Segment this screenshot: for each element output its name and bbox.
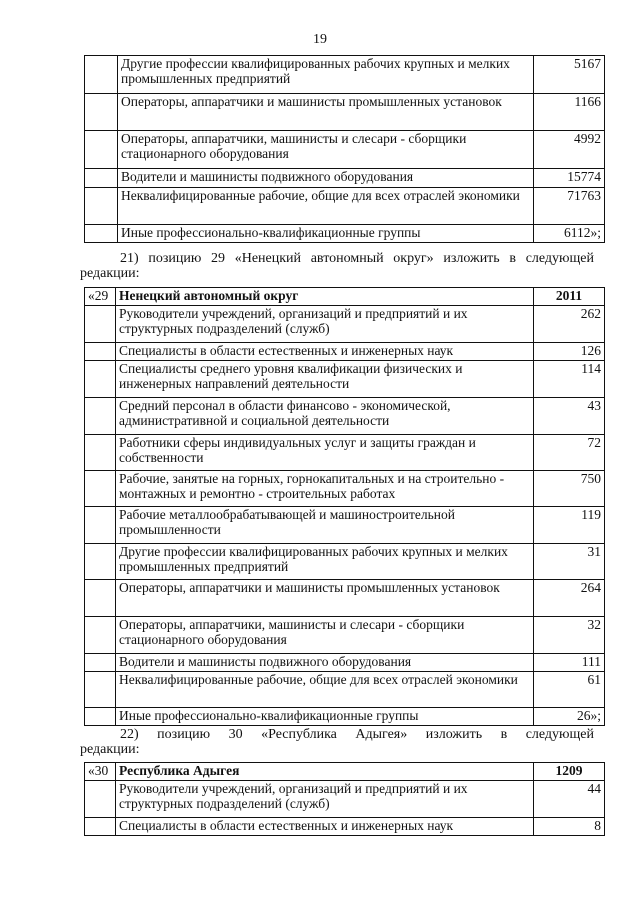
table-row — [85, 361, 605, 398]
profession-cell: Специалисты в области естественных и инженерных наук — [116, 343, 534, 361]
profession-cell: Специалисты среднего уровня квалификации физических и инженерных направлений деятельности — [116, 361, 534, 398]
count-cell: 6112»; — [534, 225, 605, 243]
count-cell: 111 — [534, 654, 605, 672]
table-position-29 — [84, 287, 605, 726]
table-row — [85, 343, 605, 361]
count-cell: 262 — [534, 306, 605, 343]
table-row — [85, 56, 605, 94]
table-row — [85, 94, 605, 131]
profession-cell: Работники сферы индивидуальных услуг и защиты граждан и собственности — [116, 435, 534, 471]
profession-cell: Операторы, аппаратчики и машинисты промышленных установок — [116, 580, 534, 617]
profession-cell: Операторы, аппаратчики и машинисты промышленных установок — [118, 94, 534, 131]
profession-cell: Иные профессионально-квалификационные группы — [116, 708, 534, 726]
table-row — [85, 225, 605, 243]
position-number: «30 — [85, 763, 116, 781]
row-number-cell — [85, 131, 118, 169]
paragraph-22-line1: 22) позицию 30 «Республика Адыгея» изложить в следующей — [120, 727, 594, 742]
profession-cell: Средний персонал в области финансово - экономической, административной и социальной деятельности — [116, 398, 534, 435]
profession-cell: Другие профессии квалифицированных рабочих крупных и мелких промышленных предприятий — [118, 56, 534, 94]
profession-cell: Неквалифицированные рабочие, общие для всех отраслей экономики — [118, 188, 534, 225]
table-row — [85, 617, 605, 654]
table-row — [85, 306, 605, 343]
count-cell: 750 — [534, 471, 605, 507]
table-row — [85, 188, 605, 225]
profession-cell: Рабочие металлообрабатывающей и машиностроительной промышленности — [116, 507, 534, 544]
profession-cell: Рабочие, занятые на горных, горнокапитальных и на строительно - монтажных и ремонтно - строительных работах — [116, 471, 534, 507]
count-cell: 43 — [534, 398, 605, 435]
row-number-cell — [85, 188, 118, 225]
row-number-cell — [85, 225, 118, 243]
profession-cell: Специалисты в области естественных и инженерных наук — [116, 818, 534, 836]
row-number-cell — [85, 56, 118, 94]
count-cell: 264 — [534, 580, 605, 617]
region-total: 1209 — [534, 763, 605, 781]
count-cell: 44 — [534, 781, 605, 818]
row-number-cell — [85, 94, 118, 131]
table-header-row — [85, 288, 605, 306]
table-row — [85, 654, 605, 672]
count-cell: 114 — [534, 361, 605, 398]
count-cell: 1166 — [534, 94, 605, 131]
table-row — [85, 398, 605, 435]
profession-cell: Операторы, аппаратчики, машинисты и слесари - сборщики стационарного оборудования — [118, 131, 534, 169]
region-name: Ненецкий автономный округ — [116, 288, 534, 306]
paragraph-21-line1: 21) позицию 29 «Ненецкий автономный округ» изложить в следующей — [120, 251, 594, 266]
region-total: 2011 — [534, 288, 605, 306]
profession-cell: Руководители учреждений, организаций и предприятий и их структурных подразделений (служб) — [116, 781, 534, 818]
table-row — [85, 672, 605, 708]
count-cell: 26»; — [534, 708, 605, 726]
profession-cell: Неквалифицированные рабочие, общие для всех отраслей экономики — [116, 672, 534, 708]
paragraph-22 — [80, 727, 594, 757]
paragraph-21-line2: редакции: — [80, 266, 140, 281]
count-cell: 4992 — [534, 131, 605, 169]
table-row — [85, 580, 605, 617]
table-row — [85, 544, 605, 580]
count-cell: 5167 — [534, 56, 605, 94]
position-number: «29 — [85, 288, 116, 306]
count-cell: 71763 — [534, 188, 605, 225]
profession-cell: Иные профессионально-квалификационные группы — [118, 225, 534, 243]
table-row — [85, 507, 605, 544]
count-cell: 61 — [534, 672, 605, 708]
profession-cell: Операторы, аппаратчики, машинисты и слесари - сборщики стационарного оборудования — [116, 617, 534, 654]
table-row — [85, 708, 605, 726]
table-row — [85, 131, 605, 169]
paragraph-21 — [80, 251, 594, 281]
count-cell: 126 — [534, 343, 605, 361]
row-number-cell — [85, 169, 118, 188]
table-row — [85, 781, 605, 818]
table-position-30 — [84, 762, 605, 836]
count-cell: 119 — [534, 507, 605, 544]
table-header-row — [85, 763, 605, 781]
table-row — [85, 435, 605, 471]
profession-cell: Водители и машинисты подвижного оборудования — [118, 169, 534, 188]
count-cell: 32 — [534, 617, 605, 654]
table-row — [85, 818, 605, 836]
profession-cell: Другие профессии квалифицированных рабочих крупных и мелких промышленных предприятий — [116, 544, 534, 580]
table-row — [85, 169, 605, 188]
region-name: Республика Адыгея — [116, 763, 534, 781]
count-cell: 72 — [534, 435, 605, 471]
count-cell: 8 — [534, 818, 605, 836]
profession-cell: Водители и машинисты подвижного оборудования — [116, 654, 534, 672]
page-number: 19 — [313, 32, 327, 47]
count-cell: 15774 — [534, 169, 605, 188]
profession-cell: Руководители учреждений, организаций и предприятий и их структурных подразделений (служб) — [116, 306, 534, 343]
paragraph-22-line2: редакции: — [80, 742, 140, 757]
table-continuation — [84, 55, 605, 243]
table-row — [85, 471, 605, 507]
count-cell: 31 — [534, 544, 605, 580]
